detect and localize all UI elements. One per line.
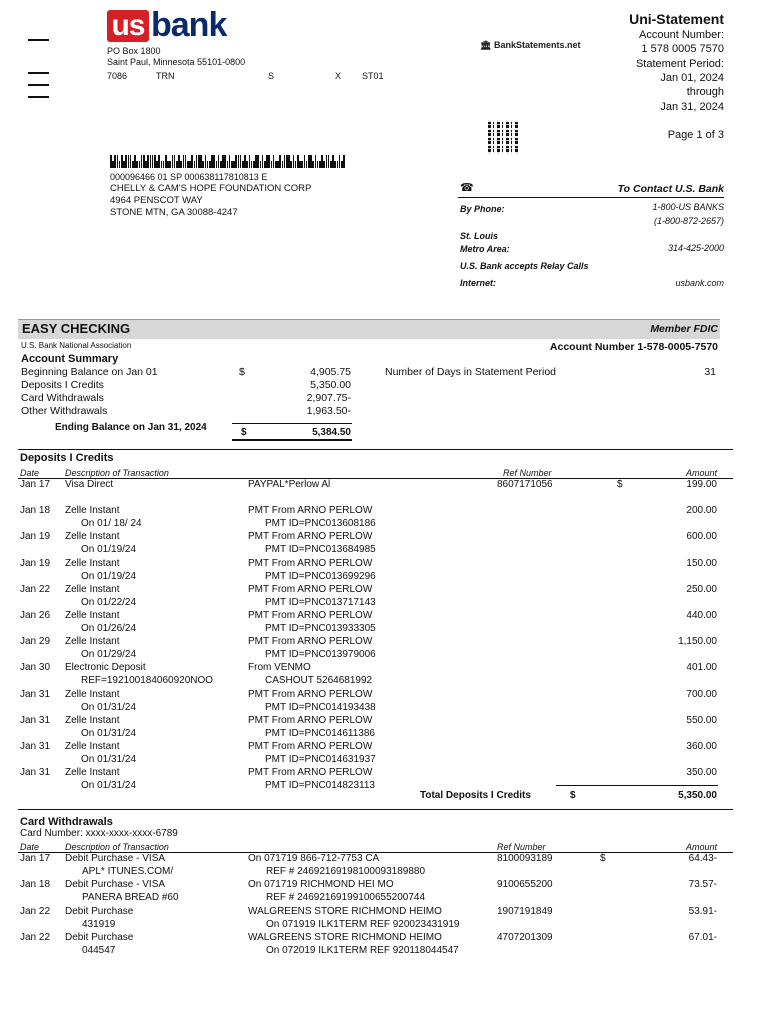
- deposit-amount: 550.00: [686, 714, 717, 726]
- summary-currency: $: [239, 366, 245, 378]
- deposit-type: Zelle Instant: [65, 714, 120, 726]
- deposit-ref: 8607171056: [497, 479, 553, 490]
- card-ref: 9100655200: [497, 879, 553, 891]
- ending-balance-top-rule: [232, 423, 352, 424]
- days-in-period-value: 31: [704, 366, 716, 378]
- card-subline: APL* ITUNES.COM/: [82, 866, 174, 877]
- deposit-payment-id: PMT ID=PNC013684985: [265, 544, 376, 556]
- internet-label: Internet:: [460, 278, 496, 288]
- card-detail-line2: On 072019 ILK1TERM REF 920118044547: [266, 945, 459, 957]
- deposit-date: Jan 31: [20, 714, 51, 726]
- card-currency: $: [600, 853, 606, 864]
- recipient-street: 4964 PENSCOT WAY: [110, 195, 203, 206]
- ending-balance-bottom-rule: [232, 439, 352, 441]
- card-detail-line2: On 071919 ILK1TERM REF 920023431919: [266, 918, 460, 930]
- contact-title: To Contact U.S. Bank: [617, 183, 724, 195]
- deposit-payment-id: PMT ID=PNC014193438: [265, 701, 376, 713]
- website-badge-text: BankStatements.net: [493, 40, 581, 50]
- card-subline: PANERA BREAD #60: [82, 892, 179, 904]
- deposit-amount: 1,150.00: [678, 636, 717, 648]
- deposit-from: PMT From ARNO PERLOW: [248, 505, 373, 517]
- summary-value: 5,350.00: [310, 379, 351, 391]
- deposit-date: Jan 22: [20, 583, 51, 595]
- contact-divider: [458, 197, 724, 198]
- phone-label: By Phone:: [460, 204, 505, 214]
- deposit-type: Zelle Instant: [65, 583, 120, 595]
- deposit-subline: REF=192100184060920NOO: [81, 675, 214, 687]
- deposit-type: Zelle Instant: [65, 741, 120, 752]
- deposit-from: PMT From ARNO PERLOW: [248, 688, 373, 700]
- statement-title: Uni-Statement: [629, 11, 724, 27]
- card-divider: [18, 809, 733, 810]
- deposit-amount: 250.00: [686, 583, 717, 595]
- deposit-subline: On 01/ 18/ 24: [81, 518, 142, 530]
- deposit-from: From VENMO: [248, 662, 311, 674]
- card-type: Debit Purchase: [65, 932, 134, 944]
- deposit-type: Zelle Instant: [65, 505, 120, 517]
- deposit-type: Zelle Instant: [65, 557, 120, 569]
- card-detail-line2: REF # 24692169198100093189880: [266, 866, 426, 877]
- deposit-payment-id: PMT ID=PNC013979006: [265, 649, 376, 661]
- card-detail-line1: WALGREENS STORE RICHMOND HEIMO: [248, 932, 442, 944]
- deposit-subline: On 01/31/24: [81, 780, 137, 792]
- summary-value: 4,905.75: [310, 366, 351, 378]
- phone-number: 1-800-US BANKS: [652, 202, 724, 212]
- deposit-payment-id: PMT ID=PNC013608186: [265, 518, 376, 530]
- mail-code: S: [268, 71, 275, 81]
- card-amount: 53.91-: [688, 905, 717, 917]
- deposit-amount: 360.00: [686, 741, 717, 752]
- card-header-amount: Amount: [685, 842, 717, 852]
- deposit-date: Jan 31: [20, 767, 51, 779]
- total-deposits-rule: [556, 785, 718, 786]
- deposit-subline: On 01/19/24: [81, 570, 137, 582]
- card-amount: 67.01-: [688, 932, 717, 944]
- mail-code: X: [335, 71, 342, 81]
- logo-us-shield: us: [107, 10, 149, 42]
- deposit-payment-id: PMT ID=PNC013699296: [265, 570, 376, 582]
- deposits-title: Deposits I Credits: [20, 452, 114, 464]
- card-date: Jan 22: [20, 932, 51, 944]
- card-type: Debit Purchase: [65, 905, 134, 917]
- logo-bank-text: bank: [151, 6, 227, 44]
- account-number-label: Account Number:: [639, 29, 724, 41]
- page-number: Page 1 of 3: [667, 129, 724, 141]
- account-summary-title: Account Summary: [21, 353, 119, 365]
- deposit-from: PAYPAL*Perlow Al: [248, 479, 331, 490]
- deposit-date: Jan 31: [20, 741, 51, 752]
- card-detail-line1: On 071719 866-712-7753 CA: [248, 853, 380, 864]
- summary-value: 1,963.50-: [306, 405, 351, 417]
- deposits-header-rule: [18, 478, 733, 479]
- phone-number-digits: (1-800-872-2657): [653, 216, 724, 226]
- deposit-from: PMT From ARNO PERLOW: [248, 531, 373, 543]
- bank-address-line1: PO Box 1800: [107, 46, 161, 56]
- card-subline: 431919: [82, 918, 116, 930]
- deposits-header-date: Date: [20, 468, 40, 478]
- deposit-from: PMT From ARNO PERLOW: [248, 610, 373, 621]
- telephone-icon: ☎: [460, 182, 474, 194]
- deposit-from: PMT From ARNO PERLOW: [248, 636, 373, 648]
- deposit-date: Jan 30: [20, 662, 51, 674]
- account-type: EASY CHECKING: [22, 321, 131, 336]
- summary-label: Deposits I Credits: [21, 379, 104, 391]
- deposit-from: PMT From ARNO PERLOW: [248, 741, 373, 752]
- metro-phone: 314-425-2000: [667, 243, 724, 253]
- margin-mark: [28, 39, 49, 41]
- metro-label-city: St. Louis: [460, 231, 498, 241]
- deposit-subline: On 01/19/24: [81, 544, 137, 556]
- card-withdrawals-title: Card Withdrawals: [20, 816, 113, 828]
- statement-period-start: Jan 01, 2024: [660, 72, 724, 84]
- margin-mark: [28, 96, 49, 98]
- recipient-name: CHELLY & CAM'S HOPE FOUNDATION CORP: [110, 183, 312, 194]
- deposits-divider: [18, 449, 733, 450]
- card-type: Debit Purchase - VISA: [65, 853, 166, 864]
- summary-label: Card Withdrawals: [21, 392, 104, 404]
- barcode-bar: [343, 155, 345, 168]
- mail-code: 7086: [107, 71, 128, 81]
- deposit-from: PMT From ARNO PERLOW: [248, 767, 373, 779]
- summary-label: Other Withdrawals: [21, 405, 108, 417]
- deposit-date: Jan 19: [20, 557, 51, 569]
- deposit-date: Jan 31: [20, 688, 51, 700]
- deposit-amount: 199.00: [686, 479, 717, 490]
- card-amount: 73.57-: [688, 879, 717, 891]
- qr-code-pattern: [488, 120, 520, 154]
- recipient-code-line: 000096466 01 SP 000638117810813 E: [110, 172, 268, 182]
- deposit-payment-id: CASHOUT 5264681992: [265, 675, 373, 687]
- card-date: Jan 17: [20, 853, 51, 864]
- deposit-payment-id: PMT ID=PNC014823113: [265, 780, 375, 792]
- card-header-ref: Ref Number: [497, 842, 546, 852]
- metro-label-area: Metro Area:: [460, 244, 510, 254]
- deposit-subline: On 01/31/24: [81, 754, 137, 765]
- deposit-payment-id: PMT ID=PNC014611386: [265, 727, 375, 739]
- deposit-payment-id: PMT ID=PNC013717143: [265, 596, 376, 608]
- deposit-date: Jan 29: [20, 636, 51, 648]
- summary-label: Beginning Balance on Jan 01: [21, 366, 158, 378]
- deposit-currency: $: [617, 479, 623, 490]
- account-number-full: Account Number 1-578-0005-7570: [549, 341, 718, 353]
- relay-calls: U.S. Bank accepts Relay Calls: [460, 261, 589, 271]
- deposit-amount: 350.00: [686, 767, 717, 779]
- statement-period-end: Jan 31, 2024: [660, 101, 724, 113]
- deposit-type: Zelle Instant: [65, 610, 120, 621]
- card-header-description: Description of Transaction: [65, 842, 169, 852]
- card-detail-line2: REF # 24692169199100655200744: [266, 892, 426, 904]
- deposit-date: Jan 17: [20, 479, 51, 490]
- postal-barcode: [110, 154, 350, 168]
- deposit-payment-id: PMT ID=PNC013933305: [265, 623, 376, 634]
- deposit-date: Jan 26: [20, 610, 51, 621]
- deposit-amount: 440.00: [686, 610, 717, 621]
- deposit-amount: 200.00: [686, 505, 717, 517]
- deposit-type: Electronic Deposit: [65, 662, 146, 674]
- ending-balance-currency: $: [241, 427, 247, 438]
- total-deposits-value: 5,350.00: [678, 790, 717, 801]
- deposit-subline: On 01/31/24: [81, 727, 137, 739]
- deposit-amount: 700.00: [686, 688, 717, 700]
- mail-code: ST01: [362, 71, 384, 81]
- deposit-from: PMT From ARNO PERLOW: [248, 714, 373, 726]
- card-number: Card Number: xxxx-xxxx-xxxx-6789: [20, 828, 178, 839]
- deposits-header-amount: Amount: [685, 468, 717, 478]
- deposit-type: Zelle Instant: [65, 531, 120, 543]
- card-ref: 4707201309: [497, 932, 553, 944]
- ending-balance-label: Ending Balance on Jan 31, 2024: [55, 422, 207, 433]
- deposit-subline: On 01/29/24: [81, 649, 137, 661]
- statement-period-label: Statement Period:: [635, 58, 724, 70]
- deposit-date: Jan 19: [20, 531, 51, 543]
- deposit-amount: 150.00: [686, 557, 717, 569]
- statement-period-through: through: [686, 86, 724, 98]
- card-amount: 64.43-: [688, 853, 717, 864]
- card-subline: 044547: [82, 945, 116, 957]
- card-date: Jan 22: [20, 905, 51, 917]
- deposit-payment-id: PMT ID=PNC014631937: [265, 754, 376, 765]
- deposit-type: Zelle Instant: [65, 688, 120, 700]
- days-in-period-label: Number of Days in Statement Period: [385, 366, 556, 378]
- ending-balance-value: 5,384.50: [312, 427, 351, 438]
- bank-building-icon: 🏛: [480, 40, 492, 50]
- bank-address-line2: Saint Paul, Minnesota 55101-0800: [107, 57, 246, 67]
- deposit-amount: 401.00: [686, 662, 717, 674]
- summary-value: 2,907.75-: [306, 392, 351, 404]
- margin-mark: [28, 72, 49, 74]
- deposit-from: PMT From ARNO PERLOW: [248, 583, 373, 595]
- website-badge: [480, 40, 580, 51]
- card-detail-line1: On 071719 RICHMOND HEI MO: [248, 879, 394, 891]
- mail-code: TRN: [156, 71, 175, 81]
- deposit-subline: On 01/26/24: [81, 623, 137, 634]
- deposit-type: Zelle Instant: [65, 636, 120, 648]
- margin-mark: [28, 84, 49, 86]
- total-deposits-label: Total Deposits I Credits: [420, 790, 531, 801]
- card-detail-line1: WALGREENS STORE RICHMOND HEIMO: [248, 905, 442, 917]
- deposit-amount: 600.00: [686, 531, 717, 543]
- deposit-date: Jan 18: [20, 505, 51, 517]
- member-fdic: Member FDIC: [650, 323, 718, 335]
- deposit-type: Zelle Instant: [65, 767, 120, 779]
- internet-url: usbank.com: [675, 278, 724, 288]
- card-ref: 1907191849: [497, 905, 553, 917]
- total-deposits-currency: $: [570, 790, 576, 801]
- recipient-city: STONE MTN, GA 30088-4247: [110, 207, 238, 218]
- deposit-type: Visa Direct: [65, 479, 114, 490]
- bank-association: U.S. Bank National Association: [21, 341, 132, 350]
- deposit-from: PMT From ARNO PERLOW: [248, 557, 373, 569]
- account-number: 1 578 0005 7570: [641, 43, 724, 55]
- deposits-header-description: Description of Transaction: [65, 468, 169, 478]
- card-header-date: Date: [20, 842, 40, 852]
- deposit-subline: On 01/31/24: [81, 701, 137, 713]
- card-ref: 8100093189: [497, 853, 553, 864]
- deposit-subline: On 01/22/24: [81, 596, 137, 608]
- deposits-header-ref: Ref Number: [503, 468, 552, 478]
- card-type: Debit Purchase - VISA: [65, 879, 166, 891]
- card-date: Jan 18: [20, 879, 51, 891]
